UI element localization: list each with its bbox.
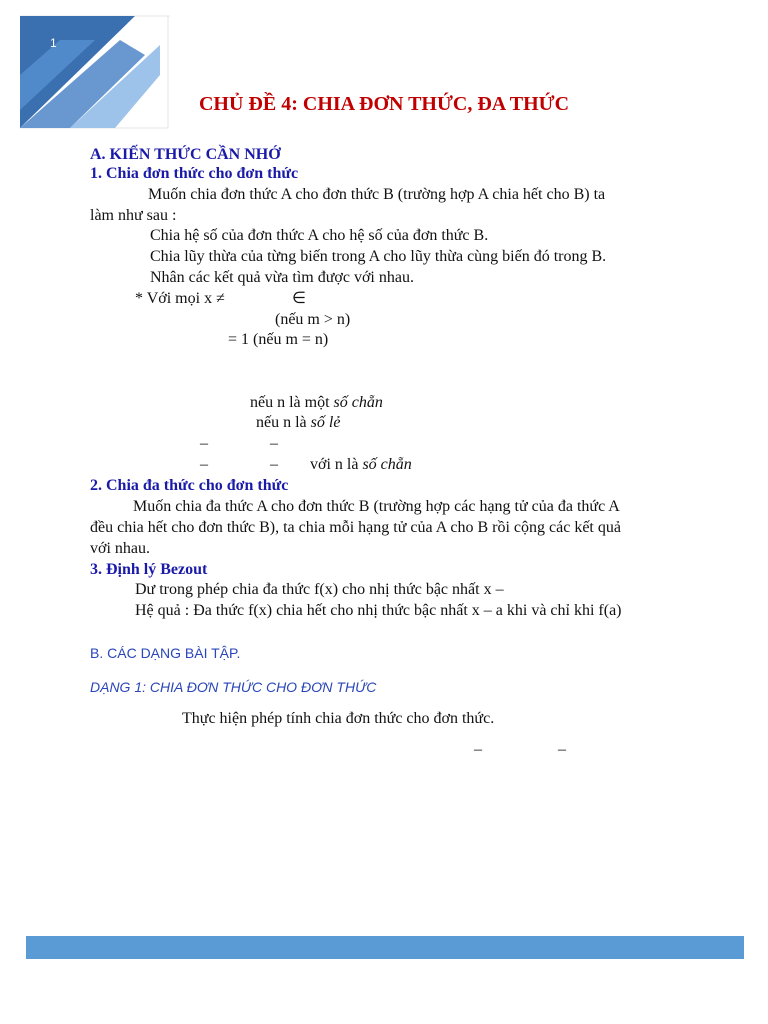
subsection-3-heading: 3. Định lý Bezout	[90, 561, 208, 578]
even-rule	[250, 393, 383, 413]
step-line: Nhân các kết quả vừa tìm được với nhau.	[150, 269, 414, 286]
paragraph-line: Muốn chia đa thức A cho đơn thức B (trường hợp các hạng tử của đa thức A	[133, 498, 620, 515]
dash: –	[270, 456, 278, 473]
dash: –	[200, 456, 208, 473]
paragraph-line: đều chia hết cho đơn thức B), ta chia mỗi hạng tử của A cho B rồi cộng các kết quả	[90, 519, 621, 536]
final-rule-term: số chẵn	[362, 456, 412, 473]
even-rule-term: số chẵn	[333, 394, 383, 411]
dash: –	[270, 435, 278, 452]
footer-bar	[26, 936, 744, 959]
paragraph-line: Dư trong phép chia đa thức f(x) cho nhị thức bậc nhất x –	[135, 581, 504, 598]
dash: –	[558, 741, 566, 758]
element-of-symbol: ∈	[292, 290, 306, 307]
paragraph-line: làm như sau :	[90, 207, 177, 224]
dash: –	[200, 435, 208, 452]
paragraph-line: Hệ quả : Đa thức f(x) chia hết cho nhị thức bậc nhất x – a khi và chỉ khi f(a)	[135, 602, 622, 619]
step-line: Chia hệ số của đơn thức A cho hệ số của đơn thức B.	[150, 227, 489, 244]
odd-rule-term: số lẻ	[310, 414, 341, 431]
dash: –	[474, 741, 482, 758]
odd-rule	[256, 413, 340, 433]
section-a-heading: A. KIẾN THỨC CẦN NHỚ	[90, 146, 281, 163]
section-b-heading: B. CÁC DẠNG BÀI TẬP.	[90, 645, 241, 661]
dang-1-heading: DẠNG 1: CHIA ĐƠN THỨC CHO ĐƠN THỨC	[90, 679, 377, 695]
page-number: 1	[50, 36, 57, 50]
final-rule	[310, 455, 412, 475]
step-line: Chia lũy thừa của từng biến trong A cho lũy thừa cùng biến đó trong B.	[150, 248, 607, 265]
even-rule-text: nếu n là một	[250, 394, 334, 411]
subsection-1-heading: 1. Chia đơn thức cho đơn thức	[90, 165, 299, 182]
rule-case-1: (nếu m > n)	[275, 311, 351, 328]
subsection-2-heading: 2. Chia đa thức cho đơn thức	[90, 477, 289, 494]
page-title: CHỦ ĐỀ 4: CHIA ĐƠN THỨC, ĐA THỨC	[198, 93, 570, 115]
paragraph-line: với nhau.	[90, 540, 151, 557]
task-line: Thực hiện phép tính chia đơn thức cho đơn thức.	[182, 710, 495, 727]
rule-case-2: = 1 (nếu m = n)	[228, 331, 329, 348]
rule-prefix: * Với mọi x ≠	[135, 290, 225, 307]
paragraph-line: Muốn chia đơn thức A cho đơn thức B (trường hợp A chia hết cho B) ta	[148, 186, 606, 203]
odd-rule-text: nếu n là	[256, 414, 311, 431]
final-rule-text: với n là	[310, 456, 363, 473]
